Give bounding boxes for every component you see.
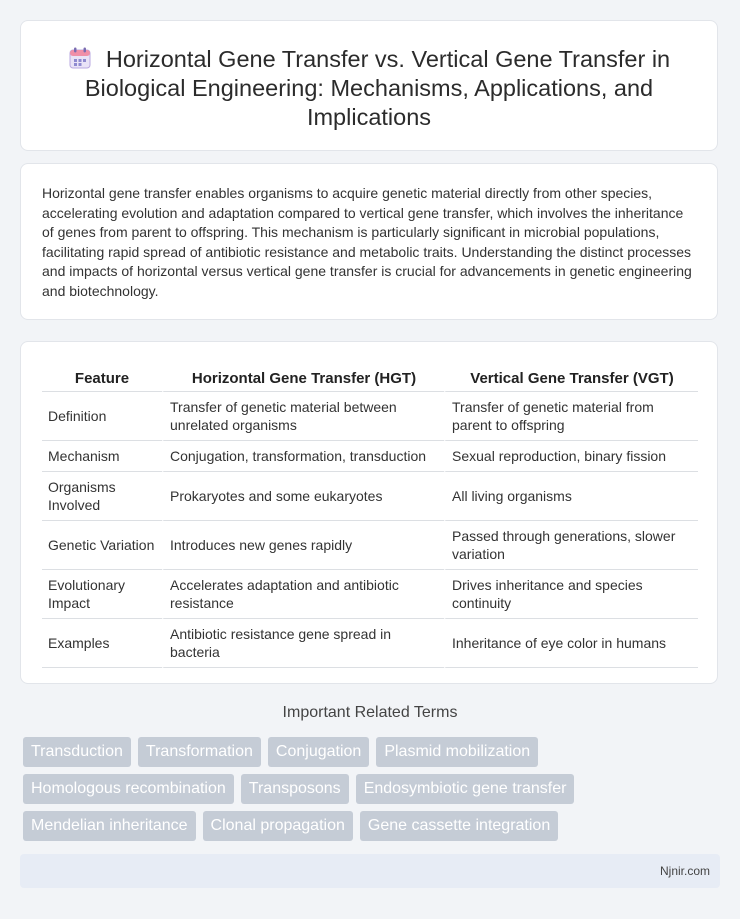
tag-transduction[interactable]: Transduction — [23, 737, 131, 767]
table-row — [42, 619, 698, 668]
calendar-icon — [68, 46, 92, 70]
table-row — [42, 521, 698, 570]
tag-clonal-propagation[interactable]: Clonal propagation — [203, 811, 353, 841]
table-header-row — [42, 361, 698, 392]
title-card — [20, 20, 718, 151]
related-terms-list — [23, 737, 683, 848]
cell-feature: Mechanism — [42, 441, 162, 472]
table-row — [42, 472, 698, 521]
table-row — [42, 392, 698, 441]
tag-gene-cassette-integration[interactable]: Gene cassette integration — [360, 811, 558, 841]
cell-vgt: Sexual reproduction, binary fission — [444, 441, 698, 472]
footer — [20, 854, 720, 888]
tag-transformation[interactable]: Transformation — [138, 737, 261, 767]
cell-vgt: Transfer of genetic material from parent to offspring — [444, 392, 698, 441]
comparison-table — [42, 361, 698, 668]
cell-vgt: Passed through generations, slower variation — [444, 521, 698, 570]
tag-row — [23, 774, 683, 804]
page-title — [61, 45, 677, 132]
cell-vgt: All living organisms — [444, 472, 698, 521]
intro-paragraph: Horizontal gene transfer enables organisms to acquire genetic material directly from other species, accelerating evolution and adaptation compared to vertical gene transfer, which involves the inheritance of genes from parent to offspring. This mechanism is particularly significant in microbial populations, facilitating rapid spread of antibiotic resistance and metabolic traits. Understanding the distinct processes and impacts of horizontal versus vertical gene transfer is crucial for advancements in genetic engineering and biotechnology. — [42, 185, 692, 299]
tag-row — [23, 737, 683, 767]
tag-plasmid-mobilization[interactable]: Plasmid mobilization — [376, 737, 538, 767]
header-feature: Feature — [42, 361, 162, 392]
tag-homologous-recombination[interactable]: Homologous recombination — [23, 774, 234, 804]
cell-hgt: Introduces new genes rapidly — [162, 521, 444, 570]
table-row — [42, 570, 698, 619]
related-terms-heading: Important Related Terms — [282, 704, 458, 721]
intro-card — [20, 163, 718, 320]
cell-vgt: Drives inheritance and species continuity — [444, 570, 698, 619]
title-text: Horizontal Gene Transfer vs. Vertical Gene Transfer in Biological Engineering: Mechanisms, Applications, and Implications — [84, 46, 671, 130]
cell-feature: Organisms Involved — [42, 472, 162, 521]
cell-feature: Definition — [42, 392, 162, 441]
cell-feature: Genetic Variation — [42, 521, 162, 570]
header-hgt: Horizontal Gene Transfer (HGT) — [162, 361, 444, 392]
tag-row — [23, 811, 683, 841]
table-row — [42, 441, 698, 472]
cell-hgt: Transfer of genetic material between unrelated organisms — [162, 392, 444, 441]
cell-hgt: Accelerates adaptation and antibiotic resistance — [162, 570, 444, 619]
cell-vgt: Inheritance of eye color in humans — [444, 619, 698, 668]
cell-feature: Evolutionary Impact — [42, 570, 162, 619]
footer-site-link[interactable]: Njnir.com — [659, 864, 710, 878]
header-vgt: Vertical Gene Transfer (VGT) — [444, 361, 698, 392]
comparison-card — [20, 341, 718, 684]
tag-conjugation[interactable]: Conjugation — [268, 737, 369, 767]
tag-transposons[interactable]: Transposons — [241, 774, 349, 804]
cell-hgt: Prokaryotes and some eukaryotes — [162, 472, 444, 521]
cell-feature: Examples — [42, 619, 162, 668]
tag-endosymbiotic-gene-transfer[interactable]: Endosymbiotic gene transfer — [356, 774, 575, 804]
cell-hgt: Antibiotic resistance gene spread in bacteria — [162, 619, 444, 668]
tag-mendelian-inheritance[interactable]: Mendelian inheritance — [23, 811, 196, 841]
cell-hgt: Conjugation, transformation, transduction — [162, 441, 444, 472]
